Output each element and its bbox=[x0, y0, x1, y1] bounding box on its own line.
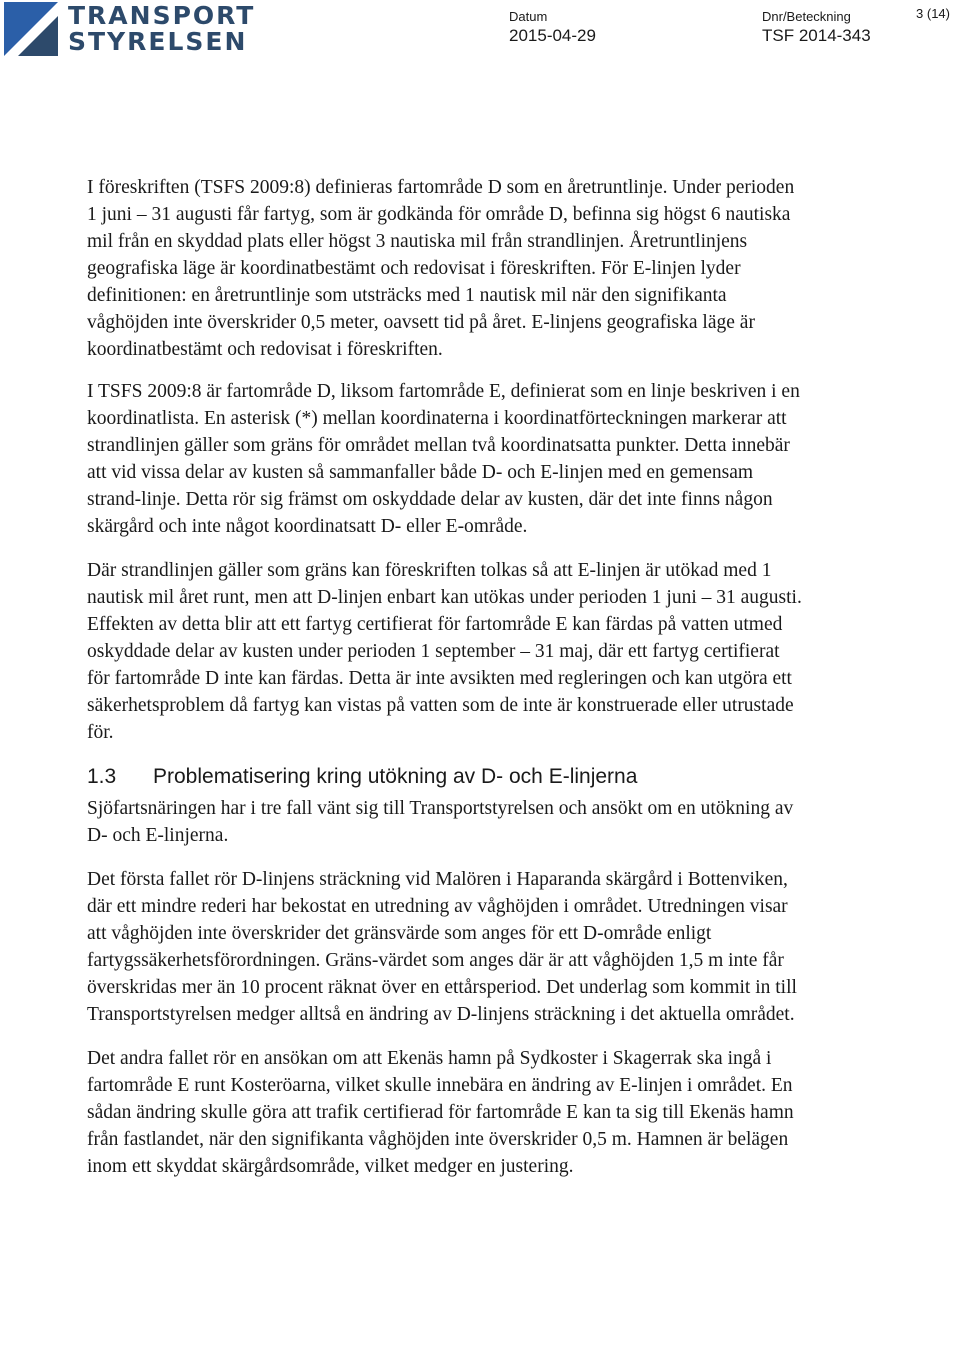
date-value: 2015-04-29 bbox=[509, 26, 596, 45]
logo-text-line1: TRANSPORT bbox=[68, 1, 256, 30]
section-number: 1.3 bbox=[87, 765, 117, 788]
page-number: 3 (14) bbox=[916, 6, 950, 21]
reference-value: TSF 2014-343 bbox=[762, 26, 871, 45]
paragraph: Där strandlinjen gäller som gräns kan föreskriften tolkas så att E-linjen är utökad med 1 nautisk mil året runt, men att D-linjen enbart kan utökas under perioden 1 juni – 31 augusti. Effekten av detta blir att ett fartyg certifierat för fartområde E kan färdas på vatten utmed oskyddade delar av kusten under perioden 1 september – 31 maj, där ett fartyg certifierat för fartområde D inte kan färdas. Detta är inte avsikten med regleringen och kan utgöra ett säkerhetsproblem då fartyg kan vistas på vatten som de inte är konstruerade eller utrustade för. bbox=[87, 560, 802, 743]
paragraph: Det första fallet rör D-linjens sträckning vid Malören i Haparanda skärgård i Bottenviken, där ett mindre rederi har bekostat en utredning av våghöjden i området. Utredningen visar att våghöjden inte överskrider det gränsvärde som anges för ett D-område enligt fartygssäkerhetsförordningen. Gräns-värdet som anges där är att våghöjden 1,5 m inte får överskridas mer än 10 procent räknat över en ettårsperiod. Det underlag som kommit in till Transportstyrelsen medger alltså en ändring av D-linjens sträckning i det aktuella området. bbox=[87, 869, 797, 1025]
document-body bbox=[87, 174, 807, 1197]
paragraph: I föreskriften (TSFS 2009:8) definieras fartområde D som en åretruntlinje. Under perioden 1 juni – 31 augusti får fartyg, som är godkända för område D, befinna sig högst 6 nautiska mil från en skyddad plats eller högst 3 nautiska mil från strandlinjen. Åretruntlinjens geografiska läge är koordinatbestämt och redovisat i föreskriften. För E-linjen lyder definitionen: en åretruntlinje som utsträcks med 1 nautisk mil när den signifikanta våghöjden inte överskrider 0,5 meter, oavsett tid på året. E-linjens geografiska läge är koordinatbestämt och redovisat i föreskriften. bbox=[87, 177, 795, 360]
reference-label: Dnr/Beteckning bbox=[762, 9, 851, 24]
paragraph: Det andra fallet rör en ansökan om att Ekenäs hamn på Sydkoster i Skagerrak ska ingå i fartområde E runt Kosteröarna, vilket skulle innebära en ändring av E-linjen i området. En sådan ändring skulle göra att trafik certifierad för fartområde E kan ta sig till Ekenäs hamn från fastlandet, när den signifikanta våghöjden inte överskrider 0,5 m. Hamnen är belägen inom ett skyddat skärgårdsområde, vilket medger en justering. bbox=[87, 1048, 794, 1177]
section-heading bbox=[87, 763, 807, 791]
paragraph: Sjöfartsnäringen har i tre fall vänt sig till Transportstyrelsen och ansökt om en utökning av D- och E-linjerna. bbox=[87, 798, 794, 846]
transportstyrelsen-logo-icon bbox=[4, 2, 60, 56]
paragraph: I TSFS 2009:8 är fartområde D, liksom fartområde E, definierat som en linje beskriven i en koordinatlista. En asterisk (*) mellan koordinaterna i koordinatförteckningen markerar att strandlinjen gäller som gräns för området mellan två koordinatsatta punkter. Detta innebär att vid vissa delar av kusten så sammanfaller både D- och E-linjen med en gemensam strand-linje. Detta rör sig främst om oskyddade delar av kusten, där det inte finns någon skärgård och inte något koordinatsatt D- eller E-område. bbox=[87, 381, 800, 537]
date-label: Datum bbox=[509, 9, 548, 24]
transportstyrelsen-logo bbox=[4, 0, 256, 56]
section-title: Problematisering kring utökning av D- och E-linjerna bbox=[153, 765, 638, 788]
logo-text-line2: STYRELSEN bbox=[68, 27, 248, 56]
